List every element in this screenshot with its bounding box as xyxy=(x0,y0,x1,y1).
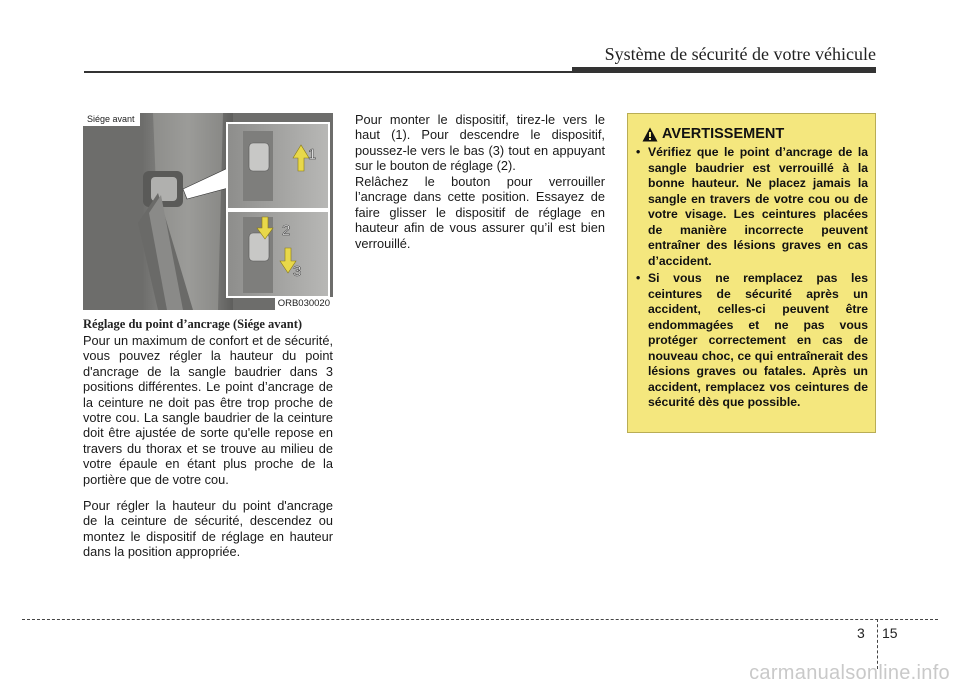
paragraph-raise-lower: Pour monter le dispositif, tirez-le vers le haut (1). Pour descendre le dispositif, poussez-le vers le bas (3) tout en appuyant sur le bouton de réglage (2). xyxy=(355,112,605,174)
warning-item-text: Si vous ne remplacez pas les ceintures de sécurité après un accident, celles-ci peuvent être endommagées et ne pas vous protéger correctement en cas de nouveau choc, ce qui entraînerait des lésions graves ou fatales. Après un accident, remplacez vos ceintures de sécurité dès que possible. xyxy=(648,271,868,409)
warning-item-text: Vérifiez que le point d’ancrage de la sangle baudrier est verrouillé à la bonne hauteur. Ne placez jamais la sangle en travers de votre cou ou de votre visage. Les ceintures placées de manière incorrecte peuvent entraîner des lésions graves en cas d’accident. xyxy=(648,145,868,268)
section-caption: Réglage du point d’ancrage (Siége avant) xyxy=(83,317,303,331)
watermark: carmanualsonline.info xyxy=(749,662,950,684)
footer-divider xyxy=(22,619,938,620)
seatbelt-illustration xyxy=(83,113,333,310)
header-rule-accent xyxy=(572,67,876,73)
warning-header xyxy=(642,126,784,142)
figure-code: ORB030020 xyxy=(275,297,333,310)
page-header-title: Système de sécurité de votre véhicule xyxy=(604,44,876,64)
callout-3: 3 xyxy=(293,263,302,280)
warning-triangle-icon xyxy=(642,127,658,142)
paragraph-lock: Relâchez le bouton pour verrouiller l’ancrage dans cette position. Essayez de faire glisser le dispositif de réglage en hauteur afin de vous assurer qu’il est bien verrouillé. xyxy=(355,174,605,251)
callout-1: 1 xyxy=(308,146,317,163)
page-chapter: 3 xyxy=(857,625,865,641)
figure-label: Siége avant xyxy=(83,113,140,126)
bullet-icon: • xyxy=(636,145,641,159)
paragraph-intro: Pour un maximum de confort et de sécurité, vous pouvez régler la hauteur du point d'ancrage de la sangle baudrier dans 3 positions différentes. Le point d’ancrage de la ceinture ne doit pas être trop proche de votre cou. La sangle baudrier de la ceinture doit être ajustée de sorte qu'elle repose en travers du thorax et se trouve au milieu de votre épaule en étant plus proche de la portière que de votre cou. xyxy=(83,333,333,487)
callout-2: 2 xyxy=(282,222,291,239)
warning-item xyxy=(636,271,868,411)
warning-item xyxy=(636,145,868,269)
warning-list xyxy=(636,145,868,413)
warning-box xyxy=(627,113,876,433)
page-number: 15 xyxy=(882,625,898,641)
paragraph-adjust: Pour régler la hauteur du point d'ancrage de la ceinture de sécurité, descendez ou montez le dispositif de réglage en hauteur dans la position appropriée. xyxy=(83,498,333,560)
warning-title: AVERTISSEMENT xyxy=(662,126,785,142)
seatbelt-anchor-figure xyxy=(83,113,333,310)
bullet-icon: • xyxy=(636,271,641,285)
